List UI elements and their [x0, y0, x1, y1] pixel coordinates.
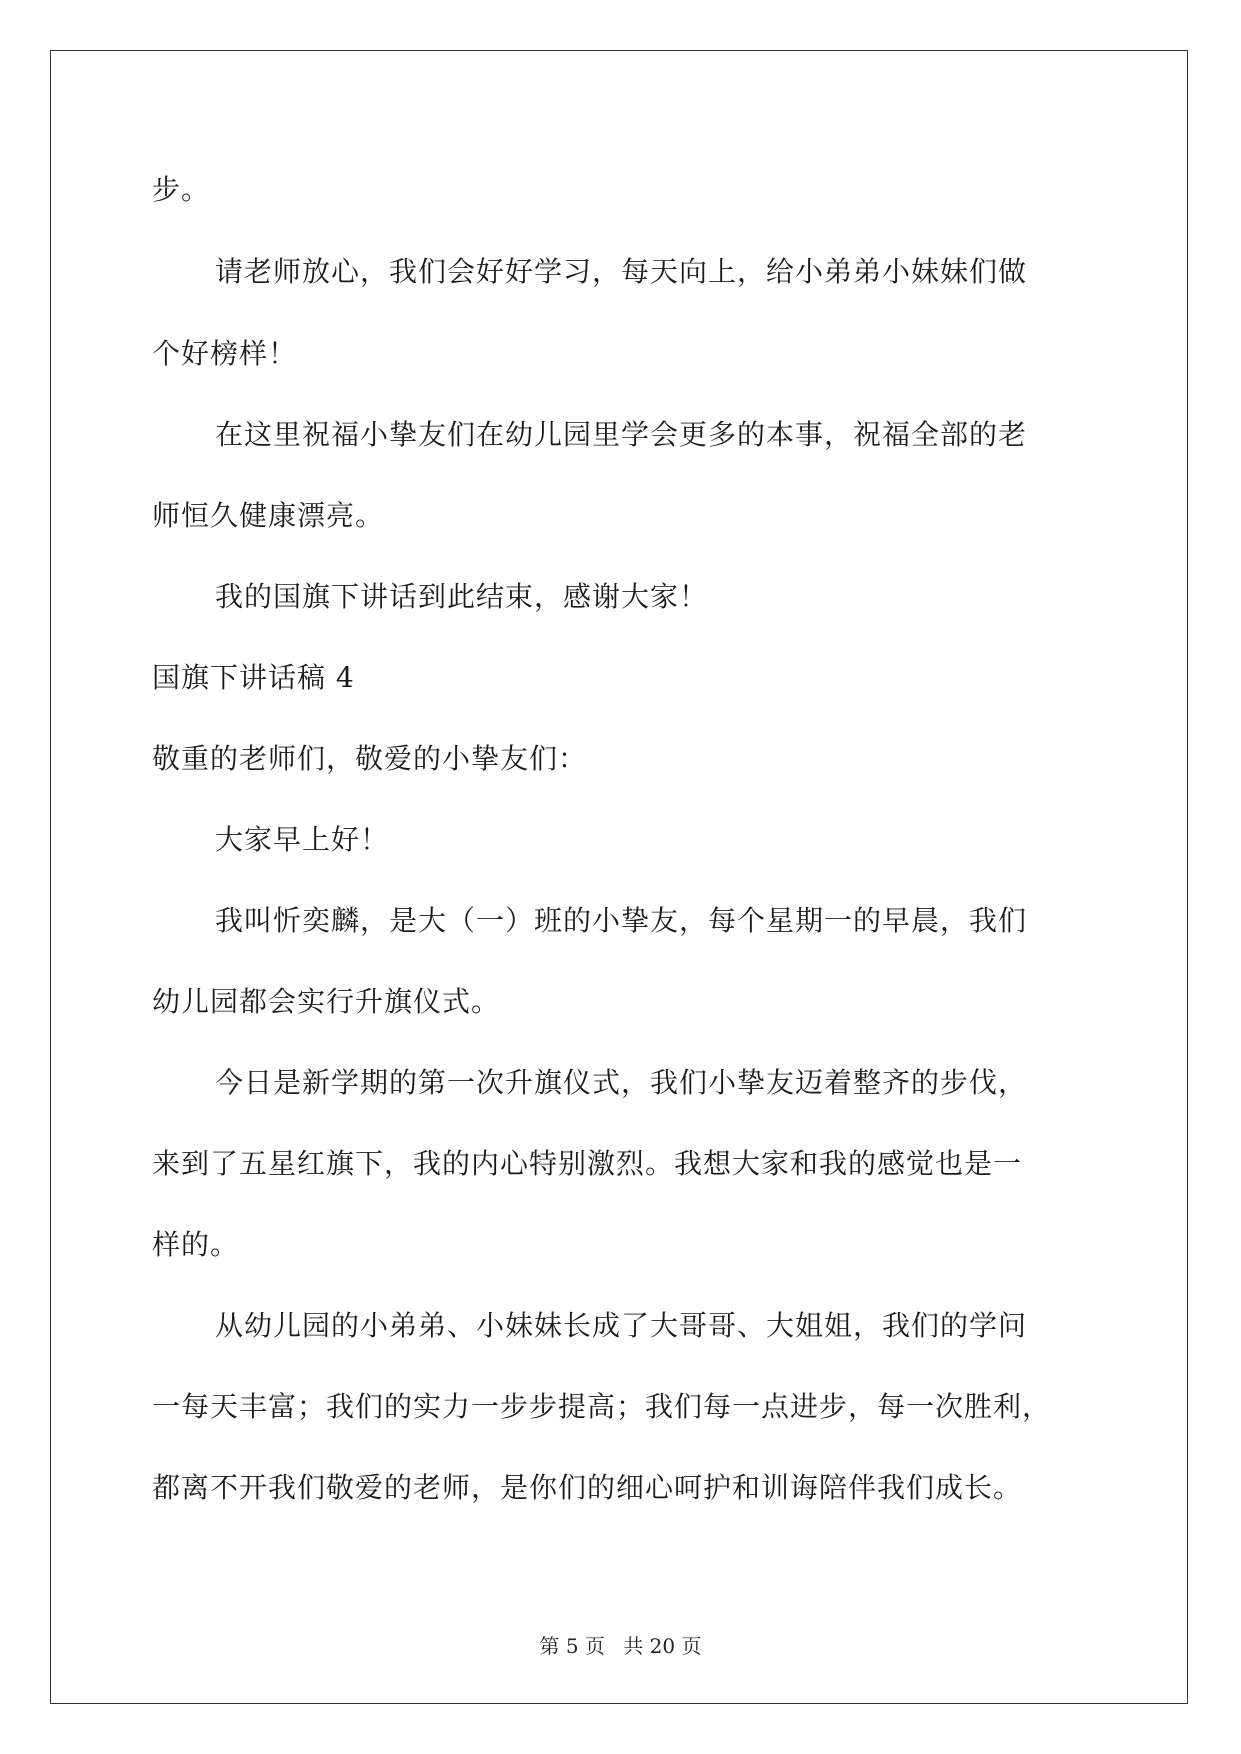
text-line: 今日是新学期的第一次升旗仪式，我们小挚友迈着整齐的步伐，	[215, 1066, 1028, 1099]
text-line: 幼儿园都会实行升旗仪式。	[152, 985, 501, 1018]
text-line: 我的国旗下讲话到此结束，感谢大家！	[215, 580, 709, 613]
page-footer	[0, 1634, 1241, 1658]
text-line: 师恒久健康漂亮。	[152, 499, 385, 532]
page-border	[50, 50, 1188, 1704]
text-line: 来到了五星红旗下，我的内心特别激烈。我想大家和我的感觉也是一	[152, 1147, 1023, 1180]
text-line: 步。	[152, 173, 211, 206]
salutation: 敬重的老师们，敬爱的小挚友们：	[152, 742, 588, 775]
text-line: 一每天丰富；我们的实力一步步提高；我们每一点进步，每一次胜利，	[152, 1390, 1052, 1423]
text-line: 样的。	[152, 1228, 240, 1261]
text-line: 在这里祝福小挚友们在幼儿园里学会更多的本事，祝福全部的老	[215, 418, 1028, 451]
page-total: 共 20 页	[623, 1634, 702, 1658]
text-line: 都离不开我们敬爱的老师，是你们的细心呵护和训诲陪伴我们成长。	[152, 1471, 1023, 1504]
text-line: 个好榜样！	[152, 337, 298, 370]
text-line: 大家早上好！	[215, 823, 390, 856]
section-heading: 国旗下讲话稿 4	[152, 661, 355, 694]
text-line: 我叫忻奕麟，是大（一）班的小挚友，每个星期一的早晨，我们	[215, 904, 1028, 937]
text-line: 请老师放心，我们会好好学习，每天向上，给小弟弟小妹妹们做	[215, 255, 1028, 288]
page-number: 第 5 页	[539, 1634, 605, 1658]
text-line: 从幼儿园的小弟弟、小妹妹长成了大哥哥、大姐姐，我们的学问	[215, 1309, 1028, 1342]
